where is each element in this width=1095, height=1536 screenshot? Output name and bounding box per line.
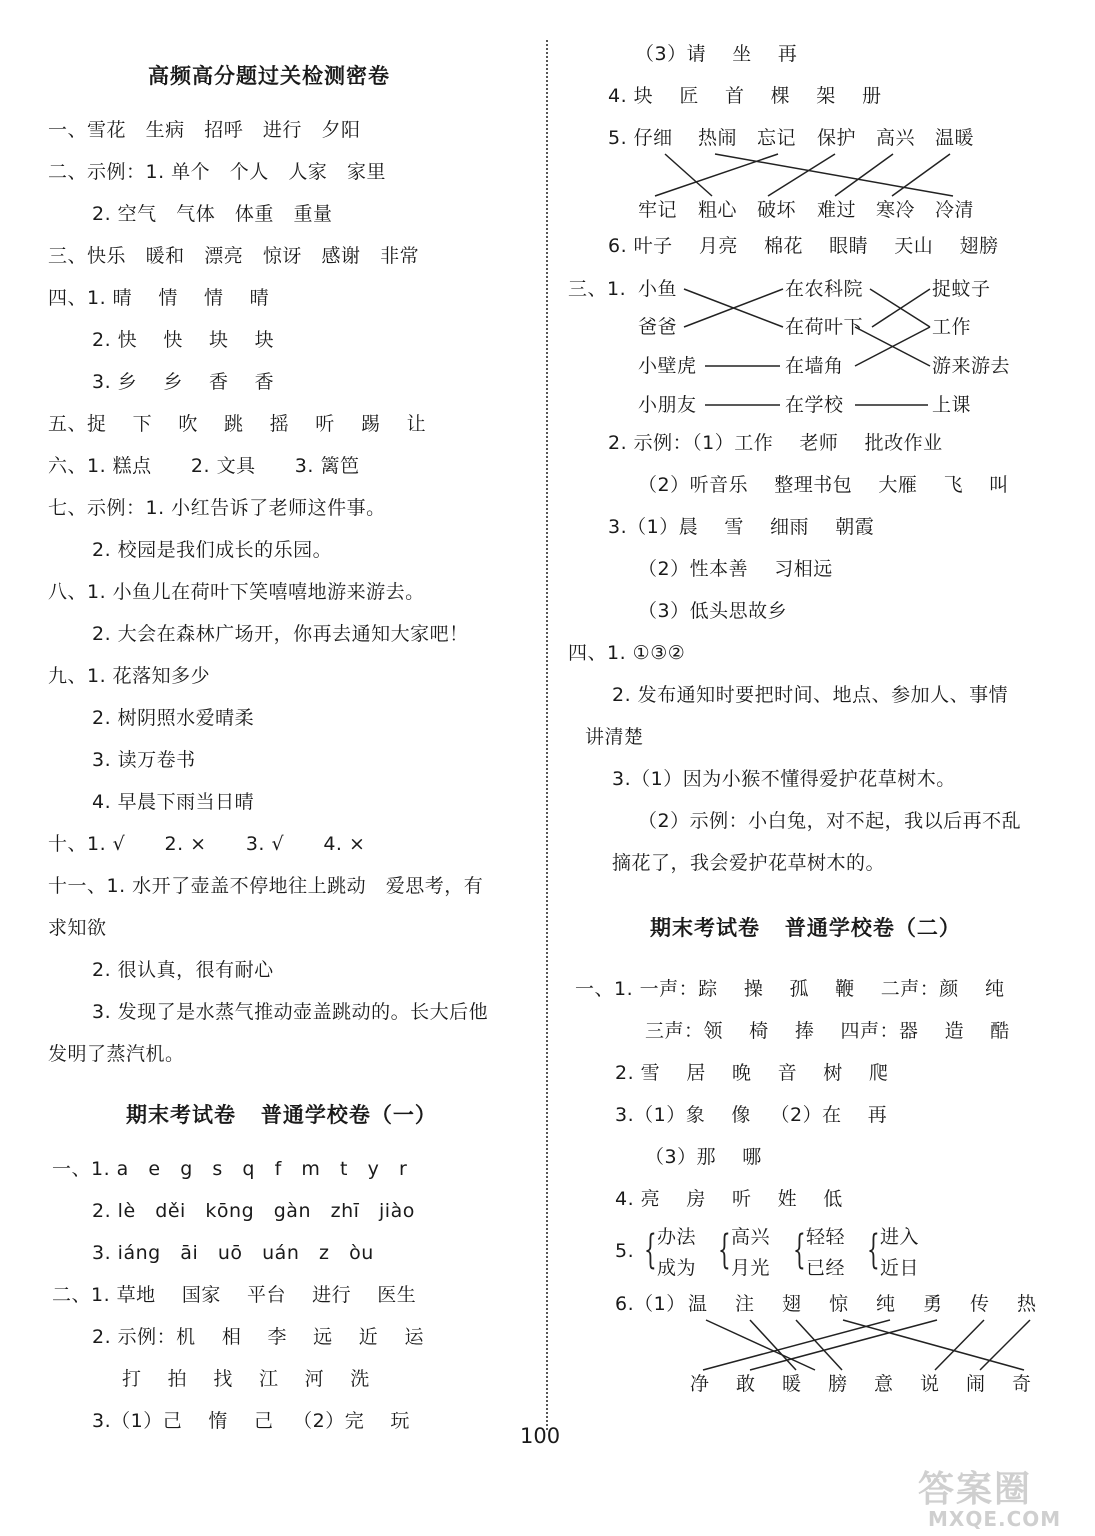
answer-line: 讲清楚 — [585, 726, 644, 748]
section-title-3: 期末考试卷 普通学校卷（二） — [650, 916, 961, 940]
match-char-top: 勇 — [923, 1293, 943, 1315]
match-char-bottom: 意 — [874, 1373, 894, 1395]
match-line — [715, 154, 953, 196]
match-char-bottom: 暖 — [782, 1373, 802, 1395]
answer-line: 2. 树阴照水爱晴柔 — [92, 707, 255, 729]
answer-line: 2. 雪 居 晚 音 树 爬 — [615, 1062, 889, 1084]
watermark-text: 答案圈 — [918, 1469, 1033, 1510]
match-word-bottom: 难过 — [817, 199, 857, 221]
answer-line: （2）示例：小白兔，对不起，我以后再不乱 — [638, 810, 1022, 832]
answer-line: 2. 示例：（1）工作 老师 批改作业 — [608, 432, 943, 454]
answer-line: （3）请 坐 再 — [635, 43, 798, 65]
pair-word: 办法 — [657, 1226, 697, 1248]
match-line — [843, 1320, 1024, 1370]
match-word-bottom: 冷清 — [935, 199, 975, 221]
match-line — [935, 1320, 984, 1370]
answer-line: 3. 乡 乡 香 香 — [92, 371, 275, 393]
answer-line: 2. 空气 气体 体重 重量 — [92, 203, 333, 225]
answer-line: 一、1. a e g s q f m t y r — [52, 1158, 408, 1180]
answer-line: 五、捉 下 吹 跳 摇 听 踢 让 — [48, 413, 427, 435]
pair-word: 进入 — [880, 1226, 920, 1248]
match-line — [796, 1320, 842, 1370]
pair-word: 高兴 — [731, 1226, 771, 1248]
answer-line: 2. 很认真，很有耐心 — [92, 959, 274, 981]
brace-icon: { — [867, 1227, 880, 1273]
match-prefix: 三、1. — [568, 278, 627, 300]
answer-line: 一、雪花 生病 招呼 进行 夕阳 — [48, 119, 361, 141]
answer-line: 打 拍 找 江 河 洗 — [122, 1368, 370, 1390]
watermark-logo — [918, 1470, 1088, 1530]
match-line — [768, 154, 835, 196]
answer-line: 七、示例：1. 小红告诉了老师这件事。 — [48, 497, 386, 519]
answer-line: 发明了蒸汽机。 — [48, 1043, 185, 1065]
match-word-top: 温暖 — [935, 127, 975, 149]
pair-word: 月光 — [731, 1257, 771, 1279]
match-line — [980, 1320, 1030, 1370]
answer-line: 一、1. 一声：踪 操 孤 鞭 二声：颜 纯 — [575, 978, 1005, 1000]
answer-line: 3. 发现了是水蒸气推动壶盖跳动的。长大后他 — [92, 1001, 489, 1023]
section-title-2: 期末考试卷 普通学校卷（一） — [126, 1103, 437, 1127]
match-word-top: 热闹 — [698, 127, 738, 149]
answer-line: 九、1. 花落知多少 — [48, 665, 211, 687]
match-right: 上课 — [932, 394, 972, 416]
match-char-bottom: 说 — [920, 1373, 940, 1395]
answer-line: （2）性本善 习相远 — [638, 558, 833, 580]
match-right: 游来游去 — [932, 355, 1011, 377]
answer-line: 四、1. ①③② — [568, 642, 686, 664]
match-line — [655, 154, 778, 196]
answer-line: 2. 发布通知时要把时间、地点、参加人、事情 — [612, 684, 1009, 706]
answer-line: 八、1. 小鱼儿在荷叶下笑嘻嘻地游来游去。 — [48, 581, 425, 603]
match-mid: 在荷叶下 — [785, 316, 864, 338]
answer-line: （2）听音乐 整理书包 大雁 飞 叫 — [638, 474, 1009, 496]
match-char-top: 注 — [735, 1293, 755, 1315]
match-char-bottom: 奇 — [1012, 1373, 1032, 1395]
answer-line: 二、1. 草地 国家 平台 进行 医生 — [52, 1284, 417, 1306]
answer-line: 3.（1）晨 雪 细雨 朝霞 — [608, 516, 875, 538]
match-left: 爸爸 — [638, 316, 678, 338]
pair-word: 近日 — [880, 1257, 920, 1279]
answer-line: （3）那 哪 — [645, 1146, 762, 1168]
answer-line: 4. 早晨下雨当日晴 — [92, 791, 255, 813]
match-char-top: 惊 — [829, 1293, 849, 1315]
answer-line: 四、1. 晴 情 情 晴 — [48, 287, 270, 309]
match-char-top: 传 — [970, 1293, 990, 1315]
answer-line: 2. 示例：机 相 李 远 近 运 — [92, 1326, 424, 1348]
match-line — [835, 154, 893, 196]
pair-word: 已经 — [806, 1257, 846, 1279]
match-char-bottom: 膀 — [828, 1373, 848, 1395]
answer-line: 4. 块 匠 首 棵 架 册 — [608, 85, 882, 107]
answer-line: 十一、1. 水开了壶盖不停地往上跳动 爱思考，有 — [48, 875, 484, 897]
answer-line: 二、示例：1. 单个 个人 人家 家里 — [48, 161, 387, 183]
answer-line: 摘花了，我会爱护花草树木的。 — [612, 852, 886, 874]
match-word-bottom: 寒冷 — [876, 199, 916, 221]
match-line — [750, 1320, 937, 1370]
answer-line: 3.（1）因为小猴不懂得爱护花草树木。 — [612, 768, 956, 790]
watermark-url: MXQE.COM — [928, 1507, 1062, 1531]
brace-icon: { — [644, 1227, 657, 1273]
pair-word: 成为 — [657, 1257, 697, 1279]
match-char-bottom: 净 — [690, 1373, 710, 1395]
pair-word: 轻轻 — [806, 1226, 846, 1248]
match-left: 小壁虎 — [638, 355, 697, 377]
answer-line: 2. 校园是我们成长的乐园。 — [92, 539, 333, 561]
match-char-top: 热 — [1017, 1293, 1037, 1315]
match-mid: 在墙角 — [785, 355, 844, 377]
match-word-bottom: 破坏 — [757, 199, 797, 221]
answer-line: 十、1. √ 2. × 3. √ 4. × — [48, 833, 366, 855]
answer-line: 4. 亮 房 听 姓 低 — [615, 1188, 843, 1210]
match-line — [750, 1320, 796, 1370]
answer-line: 2. lè děi kōng gàn zhī jiào — [92, 1200, 415, 1222]
answer-line: 六、1. 糕点 2. 文具 3. 篱笆 — [48, 455, 360, 477]
match-right: 工作 — [932, 316, 972, 338]
page-number: 100 — [520, 1424, 561, 1448]
match-mid: 在农科院 — [785, 278, 864, 300]
match-word-top: 忘记 — [757, 127, 797, 149]
match-char-top: 纯 — [876, 1293, 896, 1315]
match-right: 捉蚊子 — [932, 278, 991, 300]
match-char-bottom: 敢 — [736, 1373, 756, 1395]
answer-line: 2. 大会在森林广场开，你再去通知大家吧！ — [92, 623, 469, 645]
match-word-bottom: 牢记 — [638, 199, 678, 221]
brace-icon: { — [793, 1227, 806, 1273]
answer-line: 3. 读万卷书 — [92, 749, 196, 771]
answer-line: 3. iáng āi uō uán z òu — [92, 1242, 374, 1264]
answer-line: 三声：领 椅 捧 四声：器 造 酷 — [645, 1020, 1010, 1042]
answer-line: 三、快乐 暖和 漂亮 惊讶 感谢 非常 — [48, 245, 420, 267]
match-line — [703, 1320, 890, 1370]
match-char-bottom: 闹 — [966, 1373, 986, 1395]
match-word-top: 5. 仔细 — [608, 127, 673, 149]
section-title-1: 高频高分题过关检测密卷 — [148, 64, 390, 88]
brace-icon: { — [718, 1227, 731, 1273]
answer-line: 求知欲 — [48, 917, 107, 939]
pairs-label: 5. — [615, 1240, 635, 1262]
answer-line: （3）低头思故乡 — [638, 600, 788, 622]
match-mid: 在学校 — [785, 394, 844, 416]
match-word-bottom: 粗心 — [698, 199, 738, 221]
match-char-top: 温 — [688, 1293, 708, 1315]
match-left: 小鱼 — [638, 278, 678, 300]
answer-line: 2. 快 快 块 块 — [92, 329, 275, 351]
answer-line: 6. 叶子 月亮 棉花 眼睛 天山 翅膀 — [608, 235, 999, 257]
answer-line: 3.（1）象 像 （2）在 再 — [615, 1104, 888, 1126]
match-left: 小朋友 — [638, 394, 697, 416]
match-word-top: 保护 — [817, 127, 857, 149]
answer-line: 3.（1）己 惰 己 （2）完 玩 — [92, 1410, 410, 1432]
row6-prefix: 6.（1） — [615, 1293, 686, 1315]
match-char-top: 翅 — [782, 1293, 802, 1315]
match-word-top: 高兴 — [876, 127, 916, 149]
